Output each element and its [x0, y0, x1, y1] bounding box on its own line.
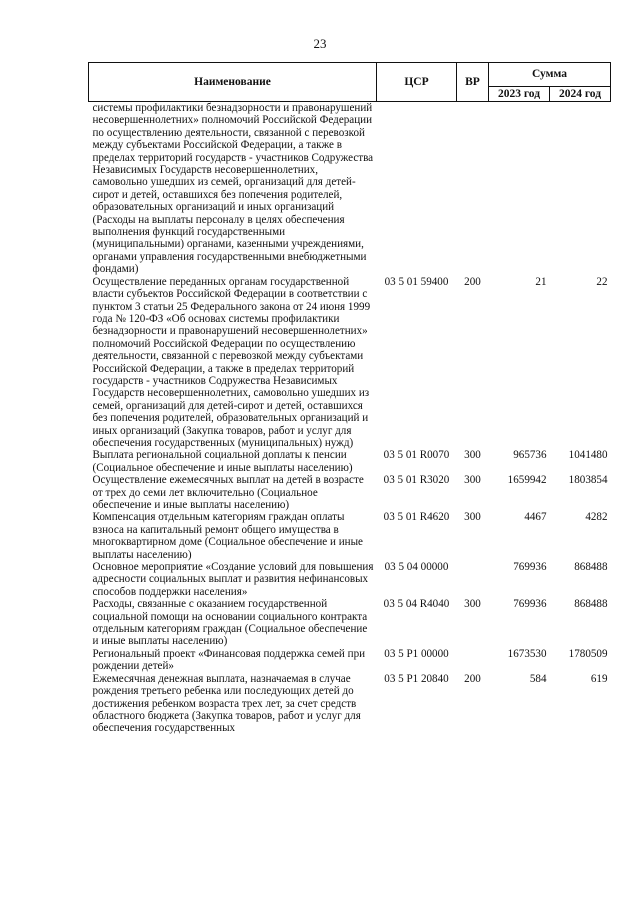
row-name: системы профилактики безнадзорности и правонарушений несовершеннолетних» полномочий Российской Федерации по осуществлению деятельности, связанной с перевозкой между субъектами Российской Федерации, а также в пределах территорий государств - участников Содружества Независимых Государств несовершеннолетних, самовольно ушедших из семей, организаций для детей-сирот и детей, оставшихся без попечения родителей, образовательных организаций и иных организаций (Расходы на выплаты персоналу в целях обеспечения выполнения функций государственными (муниципальными) органами, казенными учреждениями, органами управления государственными внебюджетными фондами): [92, 102, 374, 276]
table-row: [89, 598, 611, 648]
row-name: Осуществление ежемесячных выплат на детей в возрасте от трех до семи лет включительно (Социальное обеспечение и иные выплаты населению): [92, 474, 364, 511]
table-row: [89, 673, 611, 735]
table-row: [89, 474, 611, 511]
row-name: Осуществление переданных органам государственной власти субъектов Российской Федерации в соответствии с пунктом 3 статьи 25 Федерального закона от 24 июня 1999 года № 120-ФЗ «Об основах системы профилактики безнадзорности и правонарушений несовершеннолетних» полномочий Российской Федерации по осуществлению деятельности, связанной с перевозкой между субъектами Российской Федерации, а также в пределах территорий государств - участников Содружества Независимых Государств несовершеннолетних, самовольно ушедших из семей, организаций для детей-сирот и детей, оставшихся без попечения родителей, образовательных организаций и иных организаций (Закупка товаров, работ и услуг для обеспечения государственных (муниципальных) нужд): [92, 275, 371, 449]
table-row: [89, 449, 611, 474]
row-vr-code: [457, 561, 489, 598]
row-amount-2024: 1803854: [568, 474, 608, 487]
row-vr-code: 200: [464, 275, 481, 288]
row-name: Выплата региональной социальной доплаты к пенсии (Социальное обеспечение и иные выплаты населению): [92, 449, 353, 474]
table-header: [89, 63, 611, 102]
row-amount-2023: [489, 102, 550, 276]
row-amount-2024: 4282: [585, 511, 608, 524]
row-name: Ежемесячная денежная выплата, назначаемая в случае рождения третьего ребенка или последующих детей до достижения ребенком возраста трех лет, за счет средств областного бюджета (Закупка товаров, работ и услуг для обеспечения государственных: [92, 672, 361, 735]
table-body: [89, 102, 611, 735]
table-row: [89, 276, 611, 450]
row-name: Основное мероприятие «Создание условий для повышения адресности социальных выплат и развития нефинансовых способов поддержки населения»: [92, 561, 374, 598]
row-csr-code: 03 5 01 R0070: [383, 449, 450, 462]
row-amount-2023: 965736: [513, 449, 547, 462]
column-header-year-2024: 2024 год: [550, 87, 611, 102]
row-vr-code: 300: [464, 511, 481, 524]
row-csr-code: 03 5 P1 00000: [384, 647, 449, 660]
table-row: [89, 511, 611, 561]
row-amount-2023: 769936: [513, 561, 547, 574]
row-csr-code: 03 5 01 R4620: [383, 511, 450, 524]
row-vr-code: [457, 102, 489, 276]
row-amount-2023: 21: [535, 275, 547, 288]
table-row: [89, 561, 611, 598]
row-csr-code: 03 5 01 59400: [384, 275, 449, 288]
row-vr-code: [457, 648, 489, 673]
row-csr-code: 03 5 01 R3020: [383, 474, 450, 487]
row-csr-code: 03 5 04 00000: [384, 561, 449, 574]
column-header-sum: Сумма: [489, 63, 611, 87]
row-csr-code: 03 5 P1 20840: [384, 672, 449, 685]
row-amount-2024: 1041480: [568, 449, 608, 462]
table-row: [89, 102, 611, 276]
row-csr-code: [377, 102, 457, 276]
row-amount-2024: 22: [596, 275, 608, 288]
row-name: Компенсация отдельным категориям граждан оплаты взноса на капитальный ремонт общего имущества в многоквартирном доме (Социальное обеспечение и иные выплаты населению): [92, 511, 363, 561]
row-vr-code: 200: [464, 672, 481, 685]
table-row: [89, 648, 611, 673]
column-header-vr: ВР: [457, 63, 489, 102]
row-vr-code: 300: [464, 449, 481, 462]
row-amount-2023: 584: [529, 672, 547, 685]
row-amount-2023: 1673530: [507, 647, 547, 660]
budget-table: [88, 62, 611, 735]
row-name: Региональный проект «Финансовая поддержка семей при рождении детей»: [92, 647, 366, 673]
row-amount-2024: 868488: [574, 561, 608, 574]
row-vr-code: 300: [464, 598, 481, 611]
row-amount-2024: [550, 102, 611, 276]
row-amount-2024: 1780509: [568, 647, 608, 660]
row-vr-code: 300: [464, 474, 481, 487]
column-header-csr: ЦСР: [377, 63, 457, 102]
row-amount-2023: 1659942: [507, 474, 547, 487]
row-name: Расходы, связанные с оказанием государственной социальной помощи на основании социального контракта отдельным категориям граждан (Социальное обеспечение и иные выплаты населению): [92, 598, 368, 648]
column-header-year-2023: 2023 год: [489, 87, 550, 102]
column-header-name: Наименование: [89, 63, 377, 102]
row-amount-2024: 619: [590, 672, 608, 685]
row-amount-2023: 769936: [513, 598, 547, 611]
row-csr-code: 03 5 04 R4040: [383, 598, 450, 611]
row-amount-2024: 868488: [574, 598, 608, 611]
row-amount-2023: 4467: [524, 511, 547, 524]
page-number: 23: [313, 36, 327, 51]
